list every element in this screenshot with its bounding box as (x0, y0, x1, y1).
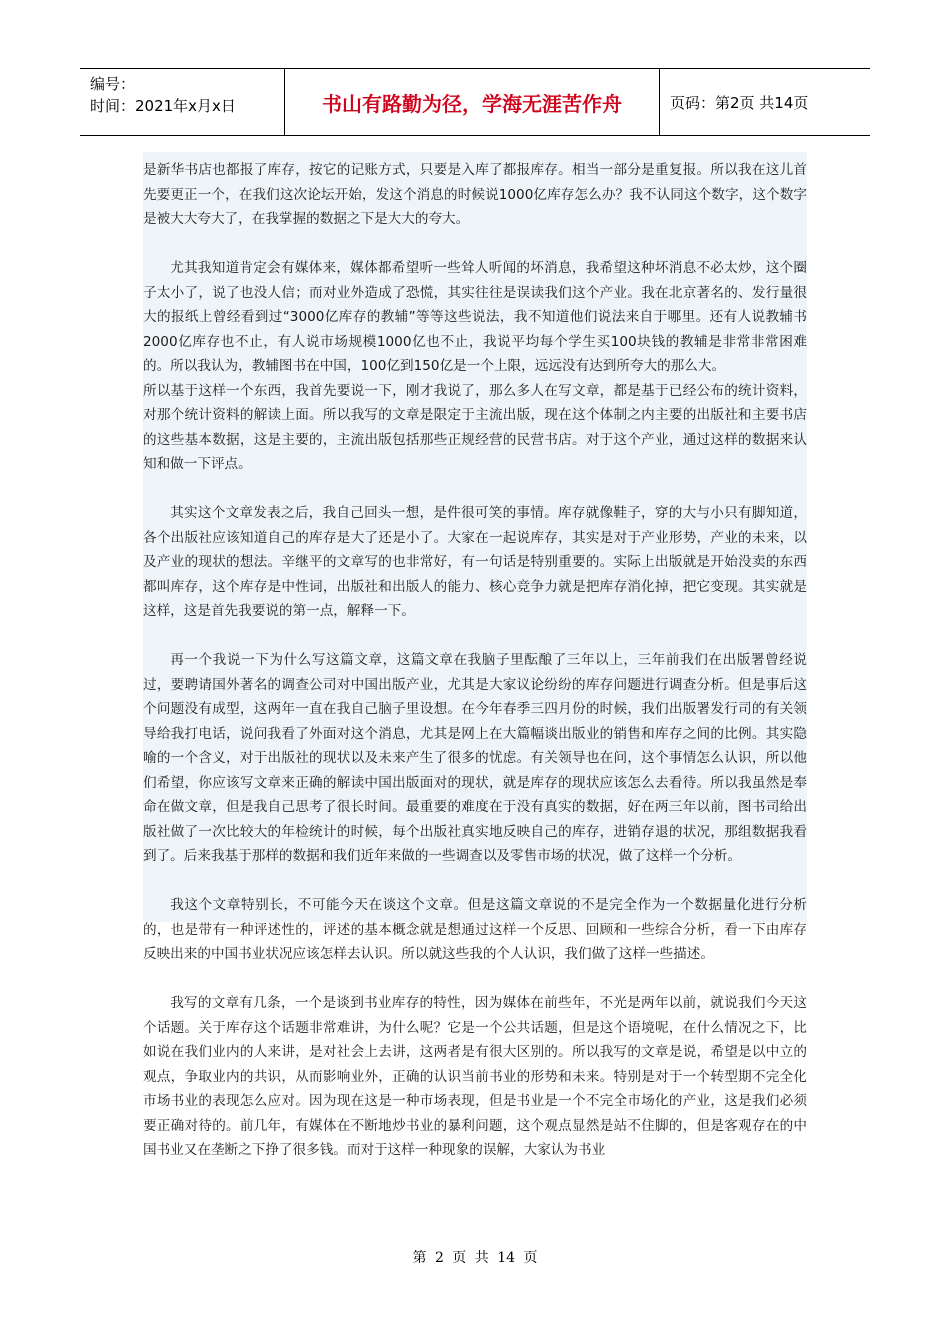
doc-number-label: 编号： (90, 75, 136, 93)
page-footer: 第 2 页 共 14 页 (412, 1250, 538, 1266)
header-motto: 书山有路勤为径，学海无涯苦作舟 (322, 91, 622, 116)
document-body (143, 158, 807, 1163)
header-page-info: 页码：第2页 共14页 (670, 93, 809, 112)
header-page-cell (660, 69, 870, 135)
paragraph-7: 我写的文章有几条，一个是谈到书业库存的特性，因为媒体在前些年，不光是两年以前，就说我们今天这个话题。关于库存这个话题非常难讲，为什么呢？它是一个公共话题，但是这个语境呢，在什么情况之下，比如说在我们业内的人来讲，是对社会上去讲，这两者是有很大区别的。所以我写的文章是说，希望是以中立的观点，争取业内的共识，从而影响业外，正确的认识当前书业的形势和未来。特别是对于一个转型期不完全化市场书业的表现怎么应对。因为现在这是一种市场表现，但是书业是一个不完全市场化的产业，这是我们必须要正确对待的。前几年，有媒体在不断地炒书业的暴利问题，这个观点显然是站不住脚的，但是客观存在的中国书业又在垄断之下挣了很多钱。而对于这样一种现象的误解，大家认为书业 (143, 995, 807, 1158)
header-meta-cell (80, 69, 285, 135)
paragraph-4: 其实这个文章发表之后，我自己回头一想，是件很可笑的事情。库存就像鞋子，穿的大与小只有脚知道，各个出版社应该知道自己的库存是大了还是小了。大家在一起说库存，其实是对于产业形势，产业的未来，以及产业的现状的想法。辛继平的文章写的也非常好，有一句话是特别重要的。实际上出版就是开始没卖的东西都叫库存，这个库存是中性词，出版社和出版人的能力、核心竞争力就是把库存消化掉，把它变现。其实就是这样，这是首先我要说的第一点，解释一下。 (143, 505, 807, 619)
paragraph-5: 再一个我说一下为什么写这篇文章，这篇文章在我脑子里酝酿了三年以上，三年前我们在出版署曾经说过，要聘请国外著名的调查公司对中国出版产业，尤其是大家议论纷纷的库存问题进行调查分析。但是事后这个问题没有成型，这两年一直在我自己脑子里设想。在今年春季三四月份的时候，我们出版署发行司的有关领导给我打电话，说问我看了外面对这个消息，尤其是网上在大篇幅谈出版业的销售和库存之间的比例。其实隐喻的一个含义，对于出版社的现状以及未来产生了很多的忧虑。有关领导也在问，这个事情怎么认识，所以他们希望，你应该写文章来正确的解读中国出版面对的现状，就是库存的现状应该怎么去看待。所以我虽然是奉命在做文章，但是我自己思考了很长时间。最重要的难度在于没有真实的数据，好在两三年以前，图书司给出版社做了一次比较大的年检统计的时候，每个出版社真实地反映自己的库存，进销存退的状况，那组数据我看到了。后来我基于那样的数据和我们近年来做的一些调查以及零售市场的状况，做了这样一个分析。 (143, 652, 807, 864)
doc-time-label: 时间：2021年x月x日 (90, 97, 236, 115)
paragraph-1: 是新华书店也都报了库存，按它的记账方式，只要是入库了都报库存。相当一部分是重复报。所以我在这儿首先要更正一个，在我们这次论坛开始，发这个消息的时候说1000亿库存怎么办？我不认同这个数字，这个数字是被大大夸大了，在我掌握的数据之下是大大的夸大。 (143, 162, 807, 227)
paragraph-3: 所以基于这样一个东西，我首先要说一下，刚才我说了，那么多人在写文章，都是基于已经公布的统计资料，对那个统计资料的解读上面。所以我写的文章是限定于主流出版，现在这个体制之内主要的出版社和主要书店的这些基本数据，这是主要的，主流出版包括那些正规经营的民营书店。对于这个产业，通过这样的数据来认知和做一下评点。 (143, 382, 807, 472)
paragraph-2: 尤其我知道肯定会有媒体来，媒体都希望听一些耸人听闻的坏消息，我希望这种坏消息不必太炒，这个圈子太小了，说了也没人信；而对业外造成了恐慌，其实往往是误读我们这个产业。我在北京著名的、发行量很大的报纸上曾经看到过“3000亿库存的教辅”等等这些说法，我不知道他们说法来自于哪里。还有人说教辅书2000亿库存也不止，有人说市场规模1000亿也不止，我说平均每个学生买100块钱的教辅是非常非常困难的。所以我认为，教辅图书在中国，100亿到150亿是一个上限，远远没有达到所夸大的那么大。 (143, 260, 807, 374)
page-header (80, 68, 870, 136)
paragraph-6: 我这个文章特别长，不可能今天在谈这个文章。但是这篇文章说的不是完全作为一个数据量化进行分析的，也是带有一种评述性的，评述的基本概念就是想通过这样一个反思、回顾和一些综合分析，看一下由库存反映出来的中国书业状况应该怎样去认识。所以就这些我的个人认识，我们做了这样一些描述。 (143, 897, 807, 962)
header-motto-cell (285, 69, 660, 135)
